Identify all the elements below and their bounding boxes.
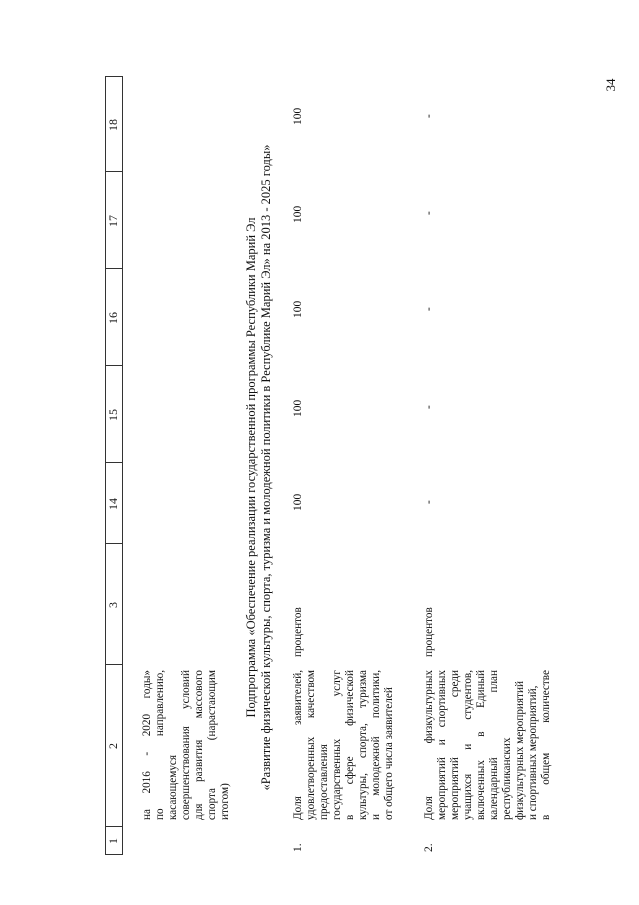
indicator-line: удовлетворенных качеством <box>305 670 317 820</box>
indicator-line: календарный план <box>488 670 500 820</box>
column-divider <box>105 171 122 172</box>
value-cell: 100 <box>292 399 304 417</box>
continuation-line: касающемуся <box>167 754 179 820</box>
indicator-line: мероприятий среди <box>449 670 461 820</box>
value-cell: - <box>423 307 435 311</box>
column-header: 2 <box>106 743 120 749</box>
column-header: 18 <box>106 119 120 131</box>
continuation-line: совершенствования условий <box>180 670 192 820</box>
column-divider <box>105 462 122 463</box>
column-header: 3 <box>106 602 120 608</box>
column-header: 15 <box>106 409 120 421</box>
value-cell: 100 <box>292 205 304 223</box>
indicator-line: и молодежной политики, <box>370 670 382 820</box>
column-divider <box>105 664 122 665</box>
column-header: 14 <box>106 498 120 510</box>
value-cell: 100 <box>292 493 304 511</box>
table-top-border <box>105 76 106 855</box>
column-header: 17 <box>106 215 120 227</box>
column-header: 16 <box>106 312 120 324</box>
indicator-line: включенных в Единый <box>475 670 487 820</box>
column-divider <box>105 268 122 269</box>
value-cell: 100 <box>292 300 304 318</box>
value-cell: - <box>423 114 435 118</box>
value-cell: - <box>423 211 435 215</box>
indicator-line: Доля физкультурных <box>423 670 435 820</box>
value-cell: 100 <box>292 107 304 125</box>
continuation-line: на 2016 - 2020 годы» <box>141 670 153 820</box>
row-number: 1. <box>292 843 304 852</box>
indicator-text <box>292 670 396 820</box>
subprogram-title-line-1: Подпрограмма «Обеспечение реализации государственной программы Республики Марий Эл <box>244 217 258 718</box>
continuation-line: итогом) <box>219 783 231 820</box>
header-bottom-border <box>122 76 123 855</box>
table-frame <box>105 76 564 855</box>
indicator-line: республиканских <box>501 737 513 820</box>
column-divider <box>105 365 122 366</box>
indicator-line: Доля заявителей, <box>292 670 304 820</box>
indicator-line: от общего числа заявителей <box>383 687 395 820</box>
indicator-line: мероприятий и спортивных <box>436 670 448 820</box>
column-header: 1 <box>106 838 120 844</box>
column-divider <box>105 76 122 77</box>
indicator-line: физкультурных мероприятий <box>514 681 526 820</box>
unit-cell: процентов <box>423 607 435 657</box>
column-divider <box>105 543 122 544</box>
indicator-line: в сфере физической <box>344 670 356 820</box>
value-cell: - <box>423 405 435 409</box>
value-cell: - <box>423 500 435 504</box>
indicator-line: государственных услуг <box>331 670 343 820</box>
continuation-line: для развития массового <box>193 670 205 820</box>
indicator-line: в общем количестве <box>540 670 552 820</box>
indicator-text <box>423 670 553 820</box>
page-number: 34 <box>603 78 618 92</box>
row-number: 2. <box>423 843 435 852</box>
continuation-line: по направлению, <box>154 670 166 820</box>
unit-cell: процентов <box>292 607 304 657</box>
subprogram-title-line-2: «Развитие физической культуры, спорта, туризма и молодежной политики в Республике Марий Эл» на 2013 - 2025 годы» <box>259 144 273 791</box>
continuation-text <box>141 670 232 820</box>
indicator-line: предоставления <box>318 744 330 820</box>
indicator-line: культуры, спорта, туризма <box>357 670 369 820</box>
indicator-line: и спортивных мероприятий, <box>527 685 539 820</box>
indicator-line: учащихся и студентов, <box>462 670 474 820</box>
continuation-line: спорта (нарастающим <box>206 670 218 820</box>
